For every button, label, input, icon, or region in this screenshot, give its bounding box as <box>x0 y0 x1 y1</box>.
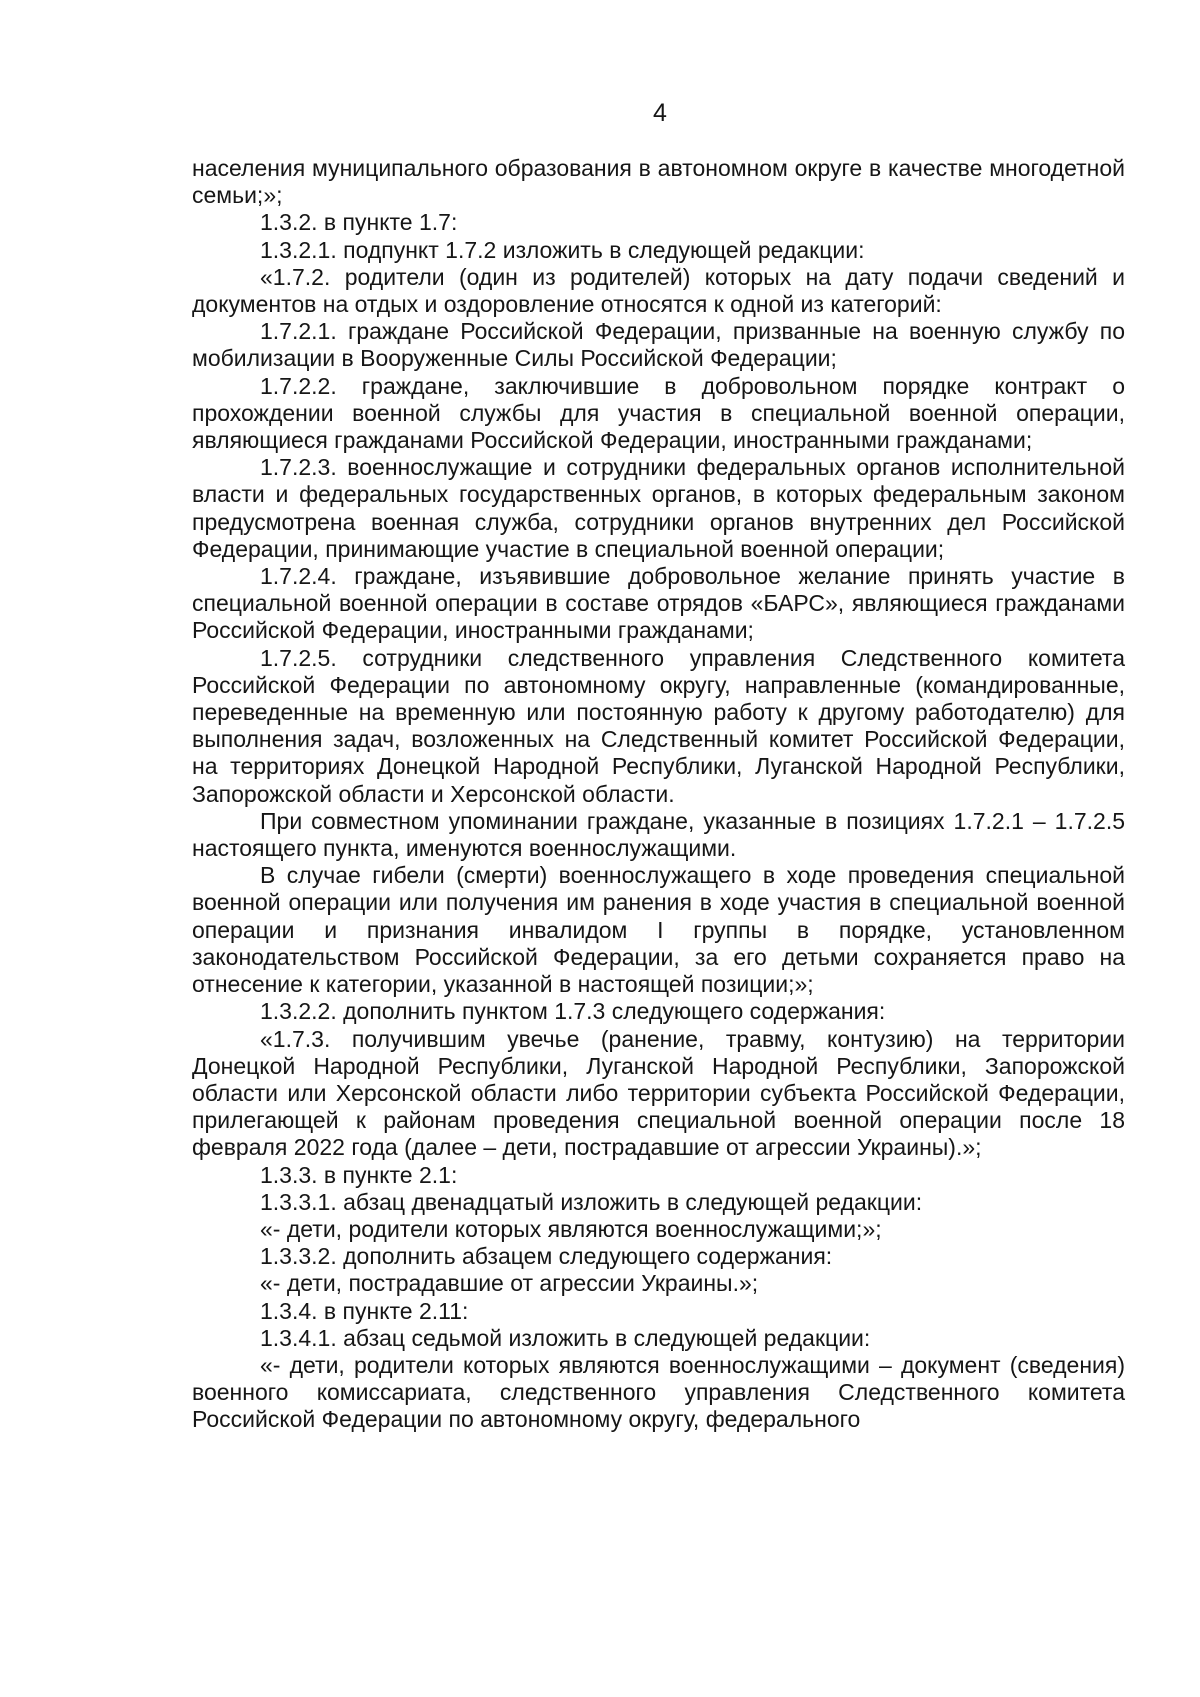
paragraph: «1.7.3. получившим увечье (ранение, травму, контузию) на территории Донецкой Народной Республики, Луганской Народной Республики, Запорожской области или Херсонской области либо территории субъекта Российской Федерации, прилегающей к районам проведения специальной военной операции после 18 февраля 2022 года (далее – дети, пострадавшие от агрессии Украины).»; <box>192 1025 1125 1161</box>
paragraph: населения муниципального образования в автономном округе в качестве многодетной семьи;»; <box>192 155 1125 209</box>
paragraph: 1.3.2.1. подпункт 1.7.2 изложить в следующей редакции: <box>260 236 865 263</box>
paragraph: «1.7.2. родители (один из родителей) которых на дату подачи сведений и документов на отдых и оздоровление относятся к одной из категорий: <box>192 263 1125 318</box>
paragraph: 1.7.2.1. граждане Российской Федерации, призванные на военную службу по мобилизации в Вооруженные Силы Российской Федерации; <box>192 318 1125 372</box>
paragraph: В случае гибели (смерти) военнослужащего в ходе проведения специальной военной операции или получения им ранения в ходе участия в специальной военной операции и признания инвалидом I группы в порядке, установленном законодательством Российской Федерации, за его детьми сохраняется право на отнесение к категории, указанной в настоящей позиции;»; <box>192 862 1125 998</box>
paragraph: 1.3.4. в пункте 2.11: <box>260 1297 469 1324</box>
paragraph: 1.3.3.2. дополнить абзацем следующего содержания: <box>260 1243 833 1270</box>
paragraph: 1.7.2.5. сотрудники следственного управления Следственного комитета Российской Федерации по автономному округу, направленные (командированные, переведенные на временную или постоянную работу к другому работодателю) для выполнения задач, возложенных на Следственный комитет Российской Федерации, на территориях Донецкой Народной Республики, Луганской Народной Республики, Запорожской области и Херсонской области. <box>192 644 1125 807</box>
paragraph: 1.3.4.1. абзац седьмой изложить в следующей редакции: <box>260 1324 871 1351</box>
paragraph: 1.7.2.2. граждане, заключившие в добровольном порядке контракт о прохождении военной службы для участия в специальной военной операции, являющиеся гражданами Российской Федерации, иностранными гражданами; <box>192 372 1125 454</box>
paragraph: 1.3.2. в пункте 1.7: <box>260 209 458 236</box>
paragraph: 1.3.3.1. абзац двенадцатый изложить в следующей редакции: <box>260 1188 923 1215</box>
document-body <box>192 155 1125 1434</box>
paragraph: При совместном упоминании граждане, указанные в позициях 1.7.2.1 – 1.7.2.5 настоящего пункта, именуются военнослужащими. <box>192 807 1125 862</box>
paragraph: 1.3.2.2. дополнить пунктом 1.7.3 следующего содержания: <box>260 998 886 1025</box>
paragraph: 1.7.2.3. военнослужащие и сотрудники федеральных органов исполнительной власти и федеральных государственных органов, в которых федеральным законом предусмотрена военная служба, сотрудники органов внутренних дел Российской Федерации, принимающие участие в специальной военной операции; <box>192 454 1125 562</box>
paragraph: «- дети, пострадавшие от агрессии Украины.»; <box>260 1270 759 1297</box>
page-number: 4 <box>653 99 667 127</box>
paragraph: «- дети, родители которых являются военнослужащими – документ (сведения) военного комиссариата, следственного управления Следственного комитета Российской Федерации по автономному округу, федерального <box>192 1351 1125 1433</box>
paragraph: 1.3.3. в пункте 2.1: <box>260 1161 458 1188</box>
paragraph: «- дети, родители которых являются военнослужащими;»; <box>260 1215 882 1242</box>
paragraph: 1.7.2.4. граждане, изъявившие добровольное желание принять участие в специальной военной операции в составе отрядов «БАРС», являющиеся гражданами Российской Федерации, иностранными гражданами; <box>192 563 1125 644</box>
